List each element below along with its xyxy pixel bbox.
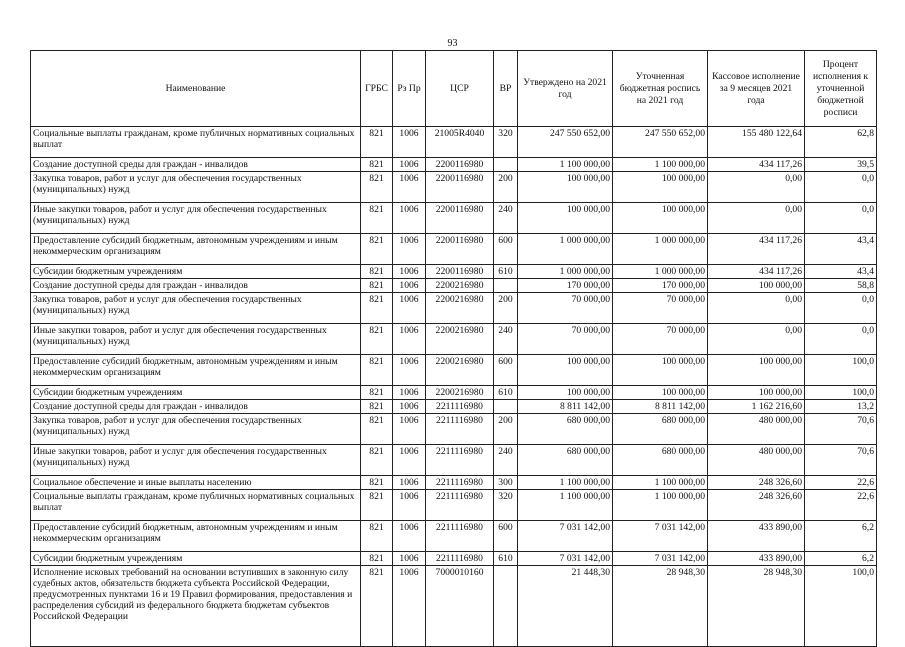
row-rzpr-cell: 1006	[393, 552, 426, 566]
column-header-cash: Кассовое исполнение за 9 месяцев 2021 года	[708, 51, 805, 127]
row-percent-cell: 43,4	[805, 265, 877, 279]
row-csr-cell: 2211116980	[426, 490, 494, 521]
row-percent-cell: 70,6	[805, 414, 877, 445]
row-refined-cell: 100 000,00	[613, 355, 708, 386]
table-row	[31, 476, 877, 490]
row-approved-cell: 1 100 000,00	[518, 490, 613, 521]
row-csr-cell: 2200216980	[426, 279, 494, 293]
row-percent-cell: 13,2	[805, 400, 877, 414]
row-cash-cell: 0,00	[708, 293, 805, 324]
row-grbs-cell: 821	[361, 203, 393, 234]
row-name-cell: Субсидии бюджетным учреждениям	[31, 552, 361, 566]
table-row	[31, 293, 877, 324]
row-grbs-cell: 821	[361, 265, 393, 279]
row-percent-cell: 0,0	[805, 324, 877, 355]
row-refined-cell: 70 000,00	[613, 293, 708, 324]
row-grbs-cell: 821	[361, 279, 393, 293]
row-rzpr-cell: 1006	[393, 324, 426, 355]
row-rzpr-cell: 1006	[393, 127, 426, 158]
table-row	[31, 279, 877, 293]
row-cash-cell: 434 117,26	[708, 158, 805, 172]
row-percent-cell: 43,4	[805, 234, 877, 265]
table-row	[31, 127, 877, 158]
row-csr-cell: 2200216980	[426, 293, 494, 324]
table-row	[31, 386, 877, 400]
table-row	[31, 234, 877, 265]
row-approved-cell: 7 031 142,00	[518, 521, 613, 552]
row-rzpr-cell: 1006	[393, 414, 426, 445]
row-name-cell: Социальные выплаты гражданам, кроме публичных нормативных социальных выплат	[31, 127, 361, 158]
row-percent-cell: 58,8	[805, 279, 877, 293]
row-vr-cell: 610	[494, 265, 518, 279]
row-csr-cell: 2200216980	[426, 386, 494, 400]
table-row	[31, 158, 877, 172]
row-approved-cell: 680 000,00	[518, 445, 613, 476]
row-cash-cell: 0,00	[708, 172, 805, 203]
table-body	[31, 127, 877, 647]
row-grbs-cell: 821	[361, 400, 393, 414]
row-cash-cell: 0,00	[708, 324, 805, 355]
row-percent-cell: 70,6	[805, 445, 877, 476]
budget-execution-table	[30, 50, 877, 647]
row-cash-cell: 28 948,30	[708, 566, 805, 647]
row-rzpr-cell: 1006	[393, 521, 426, 552]
row-refined-cell: 100 000,00	[613, 386, 708, 400]
row-percent-cell: 22,6	[805, 476, 877, 490]
row-name-cell: Создание доступной среды для граждан - инвалидов	[31, 400, 361, 414]
row-rzpr-cell: 1006	[393, 445, 426, 476]
column-header-csr: ЦСР	[426, 51, 494, 127]
row-vr-cell: 240	[494, 203, 518, 234]
row-refined-cell: 680 000,00	[613, 414, 708, 445]
row-percent-cell: 100,0	[805, 566, 877, 647]
row-grbs-cell: 821	[361, 490, 393, 521]
row-csr-cell: 7000010160	[426, 566, 494, 647]
row-csr-cell: 2211116980	[426, 552, 494, 566]
row-cash-cell: 248 326,60	[708, 476, 805, 490]
row-vr-cell: 200	[494, 172, 518, 203]
row-refined-cell: 7 031 142,00	[613, 552, 708, 566]
row-rzpr-cell: 1006	[393, 400, 426, 414]
row-approved-cell: 8 811 142,00	[518, 400, 613, 414]
row-cash-cell: 248 326,60	[708, 490, 805, 521]
row-cash-cell: 100 000,00	[708, 355, 805, 386]
row-csr-cell: 2211116980	[426, 445, 494, 476]
row-approved-cell: 7 031 142,00	[518, 552, 613, 566]
table-row	[31, 414, 877, 445]
row-name-cell: Иные закупки товаров, работ и услуг для обеспечения государственных (муниципальных) нужд	[31, 203, 361, 234]
row-rzpr-cell: 1006	[393, 386, 426, 400]
row-vr-cell: 600	[494, 521, 518, 552]
row-vr-cell: 300	[494, 476, 518, 490]
row-cash-cell: 1 162 216,60	[708, 400, 805, 414]
row-csr-cell: 2200216980	[426, 355, 494, 386]
row-percent-cell: 100,0	[805, 386, 877, 400]
row-rzpr-cell: 1006	[393, 203, 426, 234]
row-cash-cell: 434 117,26	[708, 265, 805, 279]
row-name-cell: Иные закупки товаров, работ и услуг для обеспечения государственных (муниципальных) нужд	[31, 324, 361, 355]
row-vr-cell	[494, 279, 518, 293]
row-refined-cell: 70 000,00	[613, 324, 708, 355]
row-rzpr-cell: 1006	[393, 566, 426, 647]
row-name-cell: Предоставление субсидий бюджетным, автономным учреждениям и иным некоммерческим организациям	[31, 355, 361, 386]
row-refined-cell: 680 000,00	[613, 445, 708, 476]
row-approved-cell: 1 000 000,00	[518, 234, 613, 265]
row-refined-cell: 100 000,00	[613, 203, 708, 234]
table-row	[31, 445, 877, 476]
table-header-row	[31, 51, 877, 127]
row-csr-cell: 2200116980	[426, 265, 494, 279]
table-row	[31, 172, 877, 203]
row-rzpr-cell: 1006	[393, 172, 426, 203]
row-grbs-cell: 821	[361, 234, 393, 265]
row-vr-cell	[494, 566, 518, 647]
row-name-cell: Социальное обеспечение и иные выплаты населению	[31, 476, 361, 490]
row-rzpr-cell: 1006	[393, 265, 426, 279]
row-approved-cell: 21 448,30	[518, 566, 613, 647]
row-csr-cell: 2200116980	[426, 172, 494, 203]
table-row	[31, 552, 877, 566]
row-refined-cell: 100 000,00	[613, 172, 708, 203]
row-rzpr-cell: 1006	[393, 490, 426, 521]
row-csr-cell: 2200216980	[426, 324, 494, 355]
row-name-cell: Предоставление субсидий бюджетным, автономным учреждениям и иным некоммерческим организациям	[31, 521, 361, 552]
row-refined-cell: 1 100 000,00	[613, 490, 708, 521]
row-percent-cell: 6,2	[805, 521, 877, 552]
row-approved-cell: 1 100 000,00	[518, 158, 613, 172]
table-row	[31, 490, 877, 521]
table-row	[31, 521, 877, 552]
row-percent-cell: 100,0	[805, 355, 877, 386]
row-vr-cell: 240	[494, 324, 518, 355]
row-vr-cell	[494, 400, 518, 414]
row-refined-cell: 247 550 652,00	[613, 127, 708, 158]
row-cash-cell: 480 000,00	[708, 445, 805, 476]
row-csr-cell: 2211116980	[426, 400, 494, 414]
row-vr-cell: 600	[494, 355, 518, 386]
row-csr-cell: 2211116980	[426, 521, 494, 552]
row-refined-cell: 28 948,30	[613, 566, 708, 647]
row-name-cell: Субсидии бюджетным учреждениям	[31, 265, 361, 279]
table-row	[31, 400, 877, 414]
row-approved-cell: 70 000,00	[518, 293, 613, 324]
column-header-grbs: ГРБС	[361, 51, 393, 127]
row-refined-cell: 7 031 142,00	[613, 521, 708, 552]
row-approved-cell: 1 100 000,00	[518, 476, 613, 490]
row-approved-cell: 1 000 000,00	[518, 265, 613, 279]
row-approved-cell: 100 000,00	[518, 172, 613, 203]
row-approved-cell: 100 000,00	[518, 203, 613, 234]
row-grbs-cell: 821	[361, 414, 393, 445]
row-refined-cell: 1 000 000,00	[613, 234, 708, 265]
row-approved-cell: 100 000,00	[518, 355, 613, 386]
row-percent-cell: 0,0	[805, 293, 877, 324]
row-vr-cell: 320	[494, 490, 518, 521]
column-header-percent: Процент исполнения к уточненной бюджетной росписи	[805, 51, 877, 127]
column-header-vr: ВР	[494, 51, 518, 127]
row-approved-cell: 70 000,00	[518, 324, 613, 355]
row-cash-cell: 100 000,00	[708, 386, 805, 400]
row-csr-cell: 2211116980	[426, 476, 494, 490]
column-header-approved: Утверждено на 2021 год	[518, 51, 613, 127]
row-name-cell: Создание доступной среды для граждан - инвалидов	[31, 158, 361, 172]
row-csr-cell: 2211116980	[426, 414, 494, 445]
row-name-cell: Субсидии бюджетным учреждениям	[31, 386, 361, 400]
row-csr-cell: 2200116980	[426, 203, 494, 234]
row-name-cell: Предоставление субсидий бюджетным, автономным учреждениям и иным некоммерческим организациям	[31, 234, 361, 265]
row-approved-cell: 100 000,00	[518, 386, 613, 400]
row-cash-cell: 433 890,00	[708, 521, 805, 552]
row-cash-cell: 100 000,00	[708, 279, 805, 293]
row-approved-cell: 680 000,00	[518, 414, 613, 445]
row-csr-cell: 2200116980	[426, 234, 494, 265]
table-row	[31, 265, 877, 279]
column-header-name: Наименование	[31, 51, 361, 127]
table-row	[31, 355, 877, 386]
row-cash-cell: 0,00	[708, 203, 805, 234]
row-vr-cell: 610	[494, 386, 518, 400]
row-grbs-cell: 821	[361, 552, 393, 566]
table-row	[31, 324, 877, 355]
row-percent-cell: 39,5	[805, 158, 877, 172]
row-vr-cell: 200	[494, 293, 518, 324]
row-grbs-cell: 821	[361, 127, 393, 158]
row-grbs-cell: 821	[361, 445, 393, 476]
row-csr-cell: 21005R4040	[426, 127, 494, 158]
row-vr-cell: 320	[494, 127, 518, 158]
row-refined-cell: 8 811 142,00	[613, 400, 708, 414]
row-grbs-cell: 821	[361, 566, 393, 647]
row-grbs-cell: 821	[361, 324, 393, 355]
row-cash-cell: 434 117,26	[708, 234, 805, 265]
row-rzpr-cell: 1006	[393, 293, 426, 324]
row-grbs-cell: 821	[361, 521, 393, 552]
row-grbs-cell: 821	[361, 172, 393, 203]
row-vr-cell: 610	[494, 552, 518, 566]
row-refined-cell: 1 100 000,00	[613, 158, 708, 172]
row-grbs-cell: 821	[361, 476, 393, 490]
row-name-cell: Исполнение исковых требований на основании вступивших в законную силу судебных актов, обязательств бюджета субъекта Российской Федерации, предусмотренных пунктами 16 и 19 Правил формирования, предоставления и распределения субсидий из федерального бюджета бюджетам субъектов Российской Федерации	[31, 566, 361, 647]
row-grbs-cell: 821	[361, 293, 393, 324]
column-header-refined: Уточненная бюджетная роспись на 2021 год	[613, 51, 708, 127]
row-percent-cell: 0,0	[805, 203, 877, 234]
row-cash-cell: 480 000,00	[708, 414, 805, 445]
row-percent-cell: 22,6	[805, 490, 877, 521]
table-row	[31, 203, 877, 234]
row-percent-cell: 0,0	[805, 172, 877, 203]
row-name-cell: Иные закупки товаров, работ и услуг для обеспечения государственных (муниципальных) нужд	[31, 445, 361, 476]
row-rzpr-cell: 1006	[393, 279, 426, 293]
row-refined-cell: 1 100 000,00	[613, 476, 708, 490]
page-number: 93	[447, 38, 458, 49]
row-grbs-cell: 821	[361, 158, 393, 172]
row-rzpr-cell: 1006	[393, 158, 426, 172]
row-rzpr-cell: 1006	[393, 476, 426, 490]
row-csr-cell: 2200116980	[426, 158, 494, 172]
row-vr-cell: 240	[494, 445, 518, 476]
row-approved-cell: 247 550 652,00	[518, 127, 613, 158]
row-vr-cell: 200	[494, 414, 518, 445]
row-grbs-cell: 821	[361, 386, 393, 400]
row-vr-cell	[494, 158, 518, 172]
row-name-cell: Закупка товаров, работ и услуг для обеспечения государственных (муниципальных) нужд	[31, 172, 361, 203]
row-cash-cell: 155 480 122,64	[708, 127, 805, 158]
row-percent-cell: 6,2	[805, 552, 877, 566]
row-name-cell: Создание доступной среды для граждан - инвалидов	[31, 279, 361, 293]
row-refined-cell: 1 000 000,00	[613, 265, 708, 279]
row-grbs-cell: 821	[361, 355, 393, 386]
row-name-cell: Социальные выплаты гражданам, кроме публичных нормативных социальных выплат	[31, 490, 361, 521]
row-percent-cell: 62,8	[805, 127, 877, 158]
row-refined-cell: 170 000,00	[613, 279, 708, 293]
table-row	[31, 566, 877, 647]
row-rzpr-cell: 1006	[393, 234, 426, 265]
row-rzpr-cell: 1006	[393, 355, 426, 386]
row-vr-cell: 600	[494, 234, 518, 265]
row-name-cell: Закупка товаров, работ и услуг для обеспечения государственных (муниципальных) нужд	[31, 414, 361, 445]
row-cash-cell: 433 890,00	[708, 552, 805, 566]
column-header-rzpr: Рз Пр	[393, 51, 426, 127]
row-name-cell: Закупка товаров, работ и услуг для обеспечения государственных (муниципальных) нужд	[31, 293, 361, 324]
row-approved-cell: 170 000,00	[518, 279, 613, 293]
